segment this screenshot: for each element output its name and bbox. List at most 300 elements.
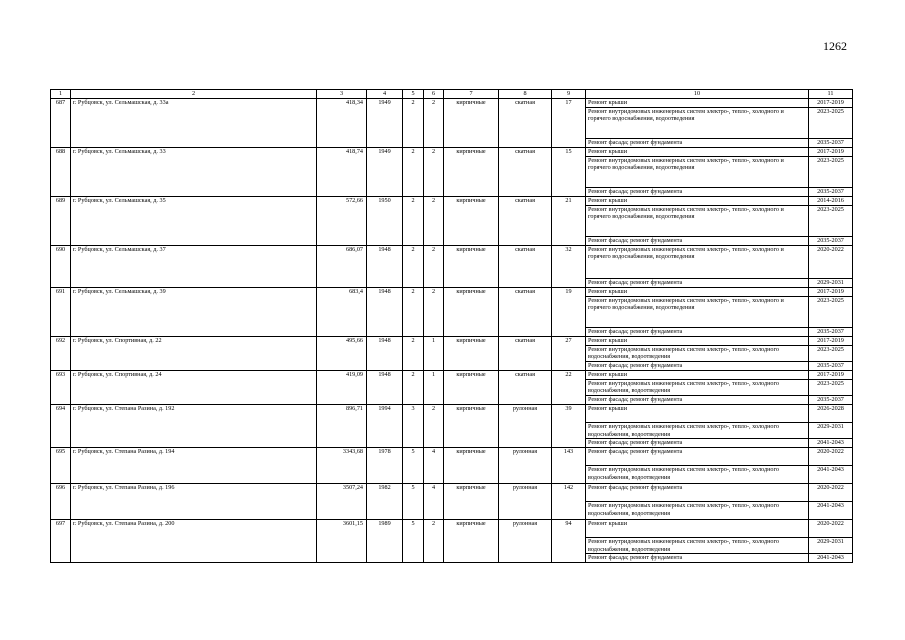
entrances-count xyxy=(424,236,444,245)
record-row-continuation xyxy=(51,439,853,448)
entrances-count xyxy=(424,156,444,187)
build-year xyxy=(367,138,403,147)
roof-type: рулонная xyxy=(499,448,552,466)
record-row xyxy=(51,336,853,345)
record-row-continuation xyxy=(51,187,853,196)
floors-count: 2 xyxy=(403,336,424,345)
entrances-count xyxy=(424,205,444,236)
wall-material xyxy=(444,236,499,245)
entrances-count xyxy=(424,107,444,138)
entrances-count: 2 xyxy=(424,287,444,296)
apartments-count: 39 xyxy=(552,404,586,422)
build-year: 1950 xyxy=(367,196,403,205)
wall-material xyxy=(444,439,499,448)
total-area xyxy=(317,107,367,138)
record-row-continuation xyxy=(51,107,853,138)
total-area xyxy=(317,205,367,236)
repair-period: 2023-2025 xyxy=(809,205,853,236)
wall-material xyxy=(444,327,499,336)
address: г. Рубцовск, ул. Сельмашская, д. 39 xyxy=(71,287,317,296)
record-number xyxy=(51,345,71,361)
repair-work-type: Ремонт внутридомовых инженерных систем электро-, тепло-, холодного водоснабжения, водоотведения xyxy=(586,502,809,520)
record-number: 697 xyxy=(51,520,71,538)
record-row-continuation xyxy=(51,395,853,404)
roof-type xyxy=(499,278,552,287)
entrances-count xyxy=(424,395,444,404)
build-year xyxy=(367,107,403,138)
repair-period: 2020-2022 xyxy=(809,484,853,502)
roof-type: рулонная xyxy=(499,404,552,422)
build-year xyxy=(367,361,403,370)
address xyxy=(71,187,317,196)
apartments-count: 19 xyxy=(552,287,586,296)
record-row xyxy=(51,287,853,296)
apartments-count xyxy=(552,327,586,336)
floors-count xyxy=(403,422,424,438)
address xyxy=(71,395,317,404)
build-year: 1948 xyxy=(367,245,403,278)
apartments-count xyxy=(552,466,586,484)
repair-work-type: Ремонт фасада; ремонт фундамента xyxy=(586,138,809,147)
repair-period: 2026-2028 xyxy=(809,404,853,422)
record-number: 690 xyxy=(51,245,71,278)
repair-work-type: Ремонт крыши xyxy=(586,520,809,538)
entrances-count xyxy=(424,187,444,196)
apartments-count xyxy=(552,422,586,438)
repair-period: 2017-2019 xyxy=(809,287,853,296)
page-number: 1262 xyxy=(823,39,847,53)
record-number xyxy=(51,439,71,448)
repair-work-type: Ремонт крыши xyxy=(586,404,809,422)
record-number xyxy=(51,236,71,245)
entrances-count xyxy=(424,327,444,336)
wall-material: кирпичные xyxy=(444,448,499,466)
total-area xyxy=(317,538,367,554)
roof-type xyxy=(499,296,552,327)
apartments-count xyxy=(552,156,586,187)
record-number xyxy=(51,422,71,438)
record-row-continuation xyxy=(51,379,853,395)
build-year: 1949 xyxy=(367,98,403,107)
record-row xyxy=(51,196,853,205)
entrances-count: 2 xyxy=(424,147,444,156)
record-row-continuation xyxy=(51,205,853,236)
repair-work-type: Ремонт внутридомовых инженерных систем электро-, тепло-, холодного водоснабжения, водоотведения xyxy=(586,538,809,554)
column-header: 5 xyxy=(403,90,424,99)
repair-period: 2023-2025 xyxy=(809,156,853,187)
total-area xyxy=(317,187,367,196)
entrances-count xyxy=(424,379,444,395)
column-header: 8 xyxy=(499,90,552,99)
repair-work-type: Ремонт внутридомовых инженерных систем электро-, тепло-, холодного водоснабжения, водоотведения xyxy=(586,379,809,395)
repair-period: 2014-2016 xyxy=(809,196,853,205)
repair-work-type: Ремонт фасада; ремонт фундамента xyxy=(586,439,809,448)
record-number xyxy=(51,466,71,484)
total-area xyxy=(317,236,367,245)
repair-work-type: Ремонт фасада; ремонт фундамента xyxy=(586,554,809,563)
apartments-count: 22 xyxy=(552,370,586,379)
build-year xyxy=(367,439,403,448)
apartments-count xyxy=(552,138,586,147)
address xyxy=(71,466,317,484)
record-number: 693 xyxy=(51,370,71,379)
repair-period: 2017-2019 xyxy=(809,370,853,379)
address xyxy=(71,107,317,138)
floors-count xyxy=(403,538,424,554)
total-area: 3601,15 xyxy=(317,520,367,538)
record-number xyxy=(51,187,71,196)
wall-material xyxy=(444,379,499,395)
floors-count: 2 xyxy=(403,196,424,205)
repair-work-type: Ремонт фасада; ремонт фундамента xyxy=(586,278,809,287)
apartments-count xyxy=(552,345,586,361)
floors-count xyxy=(403,554,424,563)
record-number: 688 xyxy=(51,147,71,156)
repair-work-type: Ремонт внутридомовых инженерных систем электро-, тепло-, холодного и горячего водоснабжения, водоотведения xyxy=(586,296,809,327)
entrances-count xyxy=(424,296,444,327)
table-body xyxy=(51,90,853,563)
repair-work-type: Ремонт крыши xyxy=(586,196,809,205)
address xyxy=(71,502,317,520)
apartments-count: 94 xyxy=(552,520,586,538)
build-year xyxy=(367,345,403,361)
capital-repair-register-table xyxy=(50,89,853,563)
repair-period: 2023-2025 xyxy=(809,296,853,327)
entrances-count: 2 xyxy=(424,98,444,107)
record-row-continuation xyxy=(51,466,853,484)
floors-count xyxy=(403,205,424,236)
total-area xyxy=(317,156,367,187)
address xyxy=(71,156,317,187)
record-row xyxy=(51,520,853,538)
repair-work-type: Ремонт фасада; ремонт фундамента xyxy=(586,327,809,336)
wall-material xyxy=(444,361,499,370)
roof-type xyxy=(499,395,552,404)
column-header: 2 xyxy=(71,90,317,99)
build-year xyxy=(367,278,403,287)
floors-count: 5 xyxy=(403,520,424,538)
roof-type: скатная xyxy=(499,245,552,278)
floors-count xyxy=(403,466,424,484)
column-header: 1 xyxy=(51,90,71,99)
apartments-count: 143 xyxy=(552,448,586,466)
address xyxy=(71,538,317,554)
build-year: 1978 xyxy=(367,448,403,466)
repair-period: 2020-2022 xyxy=(809,245,853,278)
record-row xyxy=(51,404,853,422)
column-header: 4 xyxy=(367,90,403,99)
record-row xyxy=(51,147,853,156)
total-area xyxy=(317,361,367,370)
apartments-count xyxy=(552,278,586,287)
entrances-count: 2 xyxy=(424,245,444,278)
record-row xyxy=(51,98,853,107)
record-number xyxy=(51,107,71,138)
address: г. Рубцовск, ул. Сельмашская, д. 35 xyxy=(71,196,317,205)
record-number: 689 xyxy=(51,196,71,205)
apartments-count xyxy=(552,296,586,327)
record-row-continuation xyxy=(51,502,853,520)
entrances-count xyxy=(424,554,444,563)
repair-work-type: Ремонт фасада; ремонт фундамента xyxy=(586,484,809,502)
floors-count: 5 xyxy=(403,484,424,502)
repair-period: 2029-2031 xyxy=(809,278,853,287)
wall-material xyxy=(444,278,499,287)
address: г. Рубцовск, ул. Сельмашская, д. 37 xyxy=(71,245,317,278)
wall-material xyxy=(444,138,499,147)
floors-count: 2 xyxy=(403,147,424,156)
wall-material xyxy=(444,502,499,520)
wall-material: кирпичные xyxy=(444,370,499,379)
record-row-continuation xyxy=(51,345,853,361)
roof-type: скатная xyxy=(499,147,552,156)
address xyxy=(71,278,317,287)
wall-material: кирпичные xyxy=(444,336,499,345)
address xyxy=(71,138,317,147)
entrances-count xyxy=(424,538,444,554)
address: г. Рубцовск, ул. Сельмашская, д. 33а xyxy=(71,98,317,107)
record-number xyxy=(51,278,71,287)
address: г. Рубцовск, ул. Сельмашская, д. 33 xyxy=(71,147,317,156)
total-area xyxy=(317,502,367,520)
roof-type: скатная xyxy=(499,370,552,379)
build-year: 1948 xyxy=(367,370,403,379)
total-area: 418,34 xyxy=(317,98,367,107)
apartments-count xyxy=(552,502,586,520)
repair-period: 2029-2031 xyxy=(809,538,853,554)
address xyxy=(71,205,317,236)
roof-type: скатная xyxy=(499,196,552,205)
repair-work-type: Ремонт крыши xyxy=(586,147,809,156)
apartments-count xyxy=(552,379,586,395)
repair-period: 2035-2037 xyxy=(809,395,853,404)
address: г. Рубцовск, ул. Степана Разина, д. 200 xyxy=(71,520,317,538)
repair-work-type: Ремонт фасада; ремонт фундамента xyxy=(586,187,809,196)
entrances-count: 4 xyxy=(424,448,444,466)
repair-period: 2017-2019 xyxy=(809,98,853,107)
roof-type: рулонная xyxy=(499,484,552,502)
repair-work-type: Ремонт внутридомовых инженерных систем электро-, тепло-, холодного водоснабжения, водоотведения xyxy=(586,466,809,484)
record-row-continuation xyxy=(51,422,853,438)
apartments-count: 27 xyxy=(552,336,586,345)
repair-period: 2029-2031 xyxy=(809,422,853,438)
total-area xyxy=(317,327,367,336)
address: г. Рубцовск, ул. Спортивная, д. 24 xyxy=(71,370,317,379)
address: г. Рубцовск, ул. Степана Разина, д. 192 xyxy=(71,404,317,422)
apartments-count: 21 xyxy=(552,196,586,205)
build-year: 1949 xyxy=(367,147,403,156)
apartments-count xyxy=(552,554,586,563)
wall-material xyxy=(444,156,499,187)
record-row-continuation xyxy=(51,236,853,245)
floors-count xyxy=(403,296,424,327)
column-header: 10 xyxy=(586,90,809,99)
apartments-count xyxy=(552,538,586,554)
entrances-count xyxy=(424,466,444,484)
entrances-count: 4 xyxy=(424,484,444,502)
entrances-count: 2 xyxy=(424,404,444,422)
build-year: 1948 xyxy=(367,336,403,345)
floors-count xyxy=(403,439,424,448)
roof-type xyxy=(499,327,552,336)
floors-count xyxy=(403,107,424,138)
record-row-continuation xyxy=(51,138,853,147)
floors-count: 2 xyxy=(403,245,424,278)
wall-material: кирпичные xyxy=(444,98,499,107)
repair-period: 2023-2025 xyxy=(809,379,853,395)
address xyxy=(71,379,317,395)
build-year xyxy=(367,395,403,404)
apartments-count xyxy=(552,205,586,236)
repair-work-type: Ремонт внутридомовых инженерных систем электро-, тепло-, холодного водоснабжения, водоотведения xyxy=(586,422,809,438)
roof-type xyxy=(499,345,552,361)
build-year xyxy=(367,502,403,520)
roof-type xyxy=(499,138,552,147)
entrances-count xyxy=(424,422,444,438)
repair-period: 2035-2037 xyxy=(809,327,853,336)
roof-type: скатная xyxy=(499,336,552,345)
repair-work-type: Ремонт внутридомовых инженерных систем электро-, тепло-, холодного и горячего водоснабжения, водоотведения xyxy=(586,205,809,236)
repair-period: 2041-2043 xyxy=(809,554,853,563)
apartments-count xyxy=(552,439,586,448)
total-area xyxy=(317,554,367,563)
build-year xyxy=(367,538,403,554)
build-year xyxy=(367,327,403,336)
address: г. Рубцовск, ул. Степана Разина, д. 196 xyxy=(71,484,317,502)
roof-type xyxy=(499,554,552,563)
roof-type xyxy=(499,538,552,554)
wall-material xyxy=(444,395,499,404)
repair-work-type: Ремонт фасада; ремонт фундамента xyxy=(586,361,809,370)
build-year: 1948 xyxy=(367,287,403,296)
floors-count xyxy=(403,278,424,287)
repair-work-type: Ремонт внутридомовых инженерных систем электро-, тепло-, холодного и горячего водоснабжения, водоотведения xyxy=(586,245,809,278)
floors-count xyxy=(403,138,424,147)
entrances-count xyxy=(424,345,444,361)
address xyxy=(71,236,317,245)
entrances-count: 2 xyxy=(424,196,444,205)
address xyxy=(71,327,317,336)
repair-period: 2035-2037 xyxy=(809,361,853,370)
repair-period: 2023-2025 xyxy=(809,107,853,138)
entrances-count xyxy=(424,278,444,287)
build-year xyxy=(367,236,403,245)
record-number xyxy=(51,538,71,554)
repair-work-type: Ремонт фасада; ремонт фундамента xyxy=(586,448,809,466)
total-area xyxy=(317,278,367,287)
roof-type: рулонная xyxy=(499,520,552,538)
repair-work-type: Ремонт фасада; ремонт фундамента xyxy=(586,236,809,245)
record-row-continuation xyxy=(51,327,853,336)
record-number: 687 xyxy=(51,98,71,107)
repair-period: 2017-2019 xyxy=(809,147,853,156)
wall-material xyxy=(444,187,499,196)
record-row-continuation xyxy=(51,156,853,187)
entrances-count xyxy=(424,502,444,520)
total-area xyxy=(317,422,367,438)
repair-work-type: Ремонт крыши xyxy=(586,98,809,107)
build-year: 1994 xyxy=(367,404,403,422)
floors-count: 5 xyxy=(403,448,424,466)
build-year xyxy=(367,187,403,196)
total-area xyxy=(317,345,367,361)
floors-count: 2 xyxy=(403,98,424,107)
total-area: 495,66 xyxy=(317,336,367,345)
roof-type xyxy=(499,187,552,196)
record-number xyxy=(51,361,71,370)
total-area xyxy=(317,439,367,448)
floors-count xyxy=(403,395,424,404)
roof-type xyxy=(499,236,552,245)
build-year xyxy=(367,379,403,395)
address: г. Рубцовск, ул. Степана Разина, д. 194 xyxy=(71,448,317,466)
roof-type xyxy=(499,502,552,520)
wall-material xyxy=(444,107,499,138)
wall-material: кирпичные xyxy=(444,245,499,278)
total-area: 686,07 xyxy=(317,245,367,278)
record-number: 692 xyxy=(51,336,71,345)
wall-material xyxy=(444,466,499,484)
floors-count xyxy=(403,502,424,520)
wall-material: кирпичные xyxy=(444,147,499,156)
build-year xyxy=(367,466,403,484)
floors-count xyxy=(403,379,424,395)
repair-period: 2017-2019 xyxy=(809,336,853,345)
apartments-count xyxy=(552,107,586,138)
total-area xyxy=(317,379,367,395)
total-area xyxy=(317,296,367,327)
repair-work-type: Ремонт внутридомовых инженерных систем электро-, тепло-, холодного водоснабжения, водоотведения xyxy=(586,345,809,361)
apartments-count: 17 xyxy=(552,98,586,107)
repair-period: 2035-2037 xyxy=(809,187,853,196)
address: г. Рубцовск, ул. Спортивная, д. 22 xyxy=(71,336,317,345)
total-area xyxy=(317,395,367,404)
record-number xyxy=(51,138,71,147)
wall-material xyxy=(444,422,499,438)
repair-period: 2023-2025 xyxy=(809,345,853,361)
repair-work-type: Ремонт внутридомовых инженерных систем электро-, тепло-, холодного и горячего водоснабжения, водоотведения xyxy=(586,156,809,187)
roof-type xyxy=(499,107,552,138)
entrances-count: 2 xyxy=(424,520,444,538)
address xyxy=(71,554,317,563)
record-row-continuation xyxy=(51,361,853,370)
record-number: 691 xyxy=(51,287,71,296)
wall-material xyxy=(444,345,499,361)
column-number-header-row xyxy=(51,90,853,99)
address xyxy=(71,345,317,361)
wall-material xyxy=(444,205,499,236)
wall-material: кирпичные xyxy=(444,196,499,205)
build-year xyxy=(367,296,403,327)
record-number: 696 xyxy=(51,484,71,502)
record-number xyxy=(51,379,71,395)
floors-count: 2 xyxy=(403,287,424,296)
build-year: 1982 xyxy=(367,484,403,502)
floors-count xyxy=(403,327,424,336)
repair-period: 2041-2043 xyxy=(809,502,853,520)
wall-material xyxy=(444,538,499,554)
apartments-count xyxy=(552,187,586,196)
record-row-continuation xyxy=(51,554,853,563)
floors-count xyxy=(403,156,424,187)
floors-count xyxy=(403,361,424,370)
roof-type: скатная xyxy=(499,98,552,107)
roof-type xyxy=(499,379,552,395)
record-row-continuation xyxy=(51,278,853,287)
record-number: 694 xyxy=(51,404,71,422)
record-number: 695 xyxy=(51,448,71,466)
roof-type xyxy=(499,439,552,448)
